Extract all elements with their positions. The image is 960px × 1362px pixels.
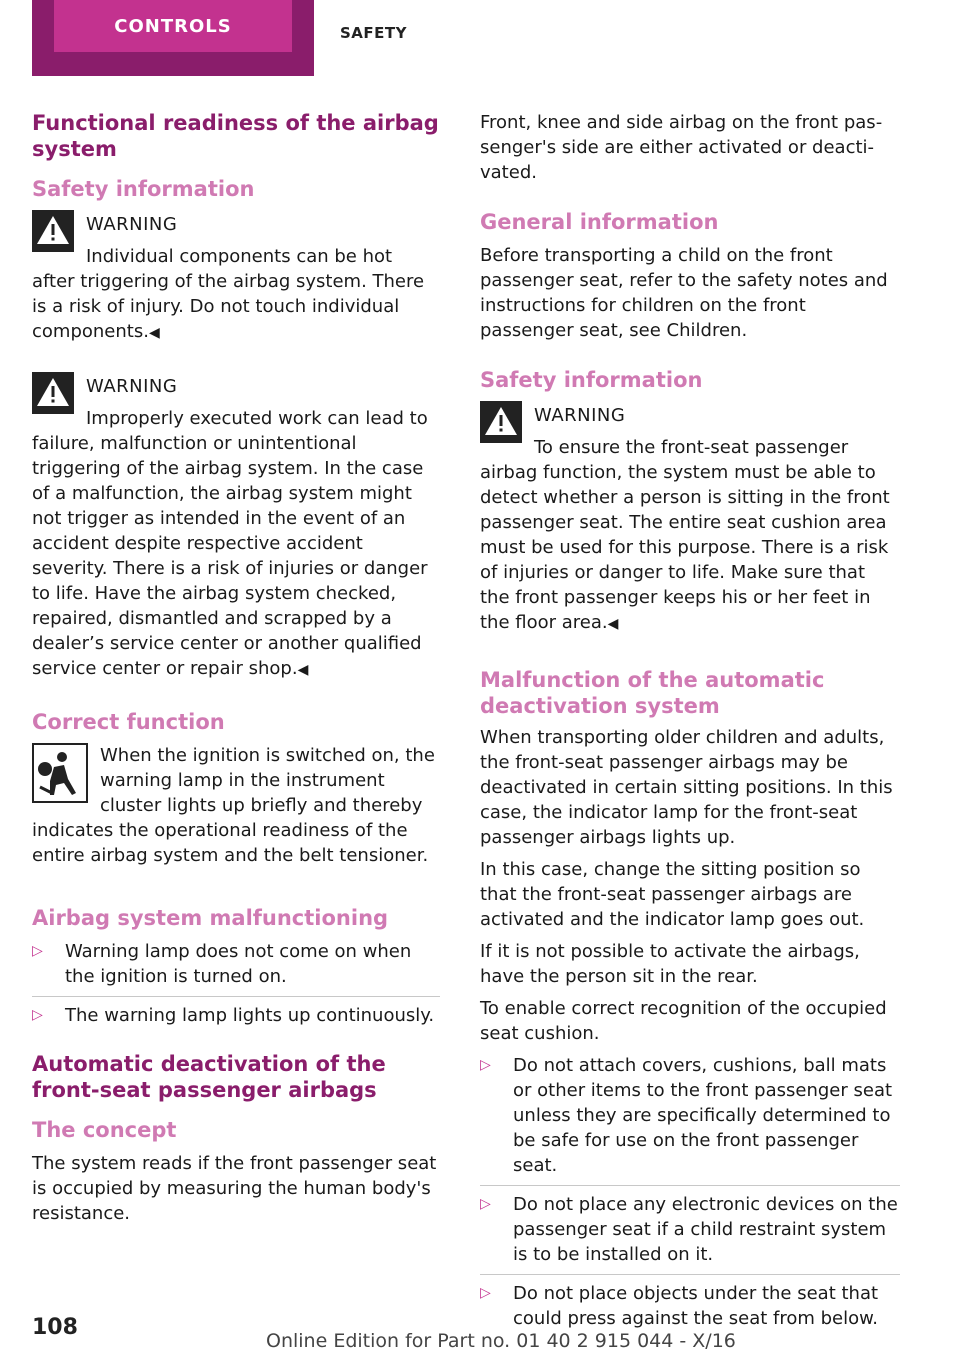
list-item: ▷ Do not place any electronic devices on the passenger seat if a child restraint system is to be installed on it.: [480, 1186, 900, 1275]
malfunction-text-2: In this case, change the sitting position so that the front-seat passenger airbags are activated and the indicator lamp goes out.: [480, 859, 865, 930]
bullet-triangle-icon: ▷: [480, 1057, 491, 1073]
seat-cushion-list: [480, 1053, 900, 1338]
warning-text: To ensure the front-seat passenger airbag function, the system must be able to detect whether a person is sitting in the front passenger seat. The entire seat cushion area must be used for this purpose. There is a risk of injuries or danger to life. Make sure that the front passenger keeps his or her feet in the floor area.: [480, 437, 890, 633]
warning-triangle-icon: [32, 210, 74, 252]
heading-concept: The concept: [32, 1118, 177, 1142]
intro-text: Front, knee and side airbag on the front passenger's side are either activated or deactivated.: [480, 112, 883, 183]
malfunction-text-1: When transporting older children and adults, the front-seat passenger airbags may be deactivated in certain sitting positions. In this case, the indicator lamp for the front-seat passenger airbags lights up.: [480, 727, 893, 848]
bullet-triangle-icon: ▷: [32, 1007, 43, 1023]
airbag-warning-lamp-icon: [32, 743, 88, 803]
heading-safety-information-right: Safety information: [480, 368, 703, 392]
concept-text: The system reads if the front passenger seat is occupied by measuring the human body's resistance.: [32, 1153, 437, 1224]
edition-footer: Online Edition for Part no. 01 40 2 915 044 - X/16: [266, 1330, 736, 1352]
left-column: [32, 110, 440, 1233]
tab-controls-label: CONTROLS: [54, 0, 292, 52]
warning-block: [480, 401, 900, 637]
right-column: [480, 110, 900, 1348]
general-text: Before transporting a child on the front passenger seat, refer to the safety notes and instructions for children on the front passenger seat, see Children.: [480, 245, 888, 341]
heading-malfunction-automatic: Malfunction of the automatic deactivation system: [480, 668, 825, 718]
tab-safety[interactable]: SAFETY: [340, 24, 407, 42]
end-mark-icon: ◀: [148, 325, 160, 341]
warning-block: [32, 372, 440, 683]
heading-functional-readiness: Functional readiness of the airbag system: [32, 111, 439, 161]
warning-text: Individual components can be hot after triggering of the airbag system. There is a risk of injury. Do not touch individual components.: [32, 246, 425, 342]
warning-title: WARNING: [86, 376, 178, 397]
warning-block: [32, 210, 440, 346]
malfunction-text-3: If it is not possible to activate the airbags, have the person sit in the rear.: [480, 941, 860, 987]
list-item: ▷ The warning lamp lights up continuously.: [32, 1005, 435, 1026]
end-mark-icon: ◀: [297, 662, 309, 678]
malfunction-text-4: To enable correct recognition of the occupied seat cushion.: [480, 998, 887, 1044]
heading-airbag-malfunction: Airbag system malfunctioning: [32, 906, 389, 930]
heading-correct-function: Correct function: [32, 710, 225, 734]
warning-triangle-icon: [32, 372, 74, 414]
heading-automatic-deactivation: Automatic deactivation of the front-seat passenger airbags: [32, 1052, 386, 1102]
malfunction-list: [32, 939, 440, 1035]
tab-controls[interactable]: [32, 0, 314, 76]
list-item: ▷ Warning lamp does not come on when the ignition is turned on.: [32, 939, 440, 997]
chapter-tabs: [32, 0, 462, 76]
warning-text: Improperly executed work can lead to failure, malfunction or unintentional triggering of the airbag system. In the case of a malfunction, the airbag system might not trigger as intended in the event of an accident despite respective accident severity. There is a risk of injuries or danger to life. Have the airbag system checked, repaired, dismantled and scrapped by a dealer’s service center or another qualified service center or repair shop.: [32, 408, 428, 679]
bullet-triangle-icon: ▷: [480, 1285, 491, 1301]
correct-function-text: When the ignition is switched on, the warning lamp in the instrument cluster lights up briefly and thereby indicates the operational readiness of the entire airbag system and the belt tensioner.: [32, 745, 435, 866]
bullet-triangle-icon: ▷: [32, 943, 43, 959]
page-number: 108: [32, 1315, 78, 1340]
warning-title: WARNING: [534, 405, 626, 426]
list-item: ▷ Do not place objects under the seat that could press against the seat from below.: [480, 1283, 879, 1329]
warning-title: WARNING: [86, 214, 178, 235]
list-item: ▷ Do not attach covers, cushions, ball mats or other items to the front passenger seat unless they are specifically determined to be safe for use on the front passenger seat.: [480, 1053, 900, 1186]
warning-triangle-icon: [480, 401, 522, 443]
heading-general-information: General information: [480, 210, 719, 234]
heading-safety-information: Safety information: [32, 177, 255, 201]
bullet-triangle-icon: ▷: [480, 1196, 491, 1212]
end-mark-icon: ◀: [607, 616, 619, 632]
